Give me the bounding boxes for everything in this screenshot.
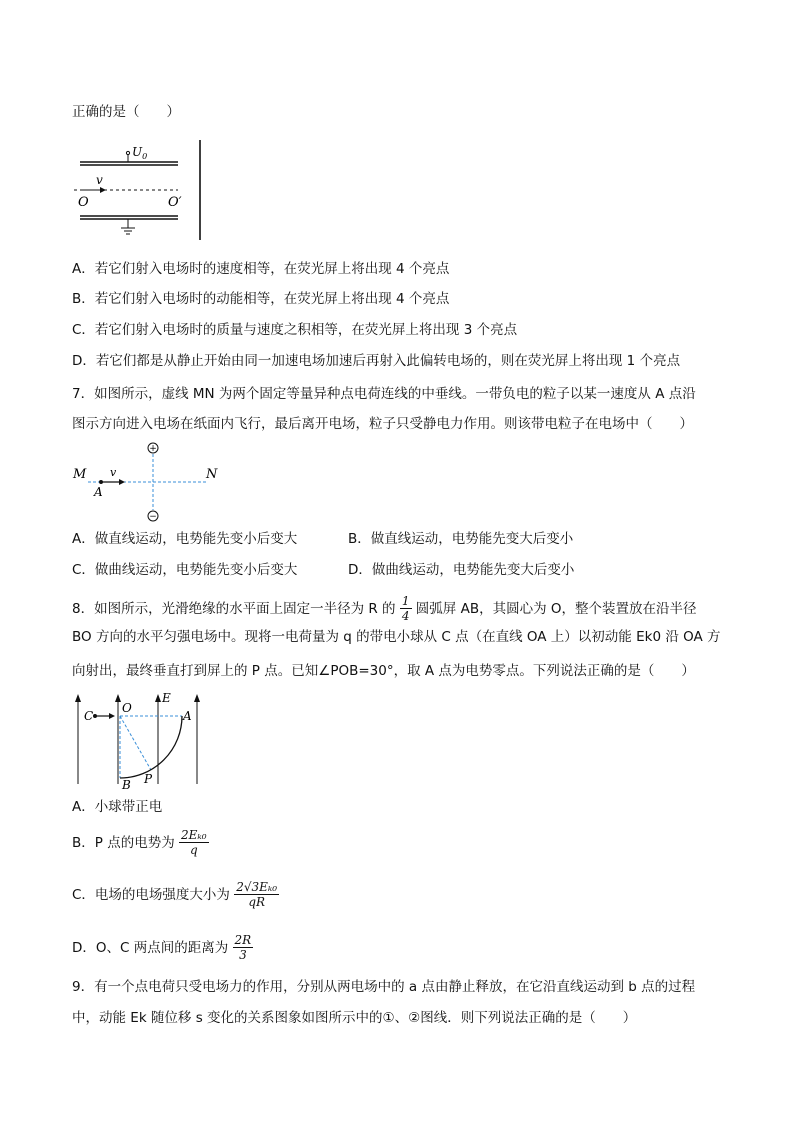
svg-text:−: − — [149, 512, 157, 522]
p-label: P — [144, 772, 153, 786]
q8-quarter-fraction: $\frac{1}{4}$ — [401, 594, 410, 623]
q7-stem-line1: 7．如图所示，虚线 MN 为两个固定等量异种点电荷连线的中垂线。一带负电的粒子以某一速度从 A 点沿 — [72, 386, 696, 402]
b-label: B — [122, 778, 131, 792]
o-label: O — [78, 195, 89, 210]
q8-figure — [70, 686, 210, 792]
q6-stem-end: 正确的是（ ） — [72, 104, 180, 120]
q9-stem-line1: 9．有一个点电荷只受电场力的作用，分别从两电场中的 a 点由静止释放，在它沿直线运动到 b 点的过程 — [72, 979, 696, 995]
q6-figure — [70, 140, 220, 242]
q8-stem-line1 — [72, 594, 697, 624]
q6-option-b: B．若它们射入电场时的动能相等，在荧光屏上将出现 4 个亮点 — [72, 291, 450, 307]
q8-stem-part2: 圆弧屏 AB，其圆心为 O，整个装置放在沿半径 — [415, 601, 697, 617]
q8-option-b: B．P 点的电势为 $\frac{\text{2Eₖ₀}}{q}$ — [72, 828, 207, 857]
op-line — [120, 716, 151, 770]
v-label: v — [96, 173, 103, 187]
q8-option-c-fraction: $\frac{\text{2√3Eₖ₀}}{qR}$ — [236, 880, 278, 909]
v-label: v — [110, 466, 117, 479]
q7-option-b: B．做直线运动，电势能先变大后变小 — [348, 531, 574, 547]
o-prime-label: O′ — [168, 195, 182, 210]
q6-option-d: D．若它们都是从静止开始由同一加速电场加速后再射入此偏转电场的，则在荧光屏上将出现 1 个亮点 — [72, 353, 681, 369]
u0-label: $U_0$ — [132, 145, 148, 161]
e-label: E — [162, 691, 171, 705]
a-label: A — [94, 485, 103, 499]
q7-stem-line2: 图示方向进入电场在纸面内飞行，最后离开电场，粒子只受静电力作用。则该带电粒子在电场中（ ） — [72, 416, 693, 432]
q7-option-c: C．做曲线运动，电势能先变小后变大 — [72, 562, 298, 578]
q6-option-c: C．若它们射入电场时的质量与速度之积相等，在荧光屏上将出现 3 个亮点 — [72, 322, 518, 338]
q7-option-d: D．做曲线运动，电势能先变大后变小 — [348, 562, 575, 578]
o-label: O — [122, 701, 132, 715]
m-label: M — [73, 467, 87, 482]
q8-option-c: C．电场的电场强度大小为 $\frac{\text{2√3Eₖ₀}}{qR}$ — [72, 880, 278, 909]
c-label: C — [84, 709, 94, 723]
q7-option-a: A．做直线运动，电势能先变小后变大 — [72, 531, 298, 547]
arc-screen — [120, 716, 182, 778]
q9-stem-line2: 中，动能 Ek 随位移 s 变化的关系图象如图所示中的①、②图线．则下列说法正确的是（ ） — [72, 1010, 637, 1026]
q8-option-a: A．小球带正电 — [72, 799, 163, 815]
q6-option-a: A．若它们射入电场时的速度相等，在荧光屏上将出现 4 个亮点 — [72, 261, 450, 277]
a-label: A — [183, 709, 192, 723]
n-label: N — [206, 467, 218, 482]
q8-stem-line3: 向射出，最终垂直打到屏上的 P 点。已知∠POB=30°，取 A 点为电势零点。下列说法正确的是（ ） — [72, 663, 695, 679]
q8-stem-line2: BO 方向的水平匀强电场中。现将一电荷量为 q 的带电小球从 C 点（在直线 OA 上）以初动能 Ek0 沿 OA 方 — [72, 629, 721, 645]
q8-option-b-fraction: $\frac{\text{2Eₖ₀}}{q}$ — [181, 828, 207, 857]
q8-stem-part1: 8．如图所示，光滑绝缘的水平面上固定一半径为 R 的 — [72, 601, 396, 617]
q7-figure — [70, 440, 230, 524]
q8-option-d-fraction: $\frac{2R}{3}$ — [234, 933, 252, 962]
q8-option-d: D．O、C 两点间的距离为 $\frac{2R}{3}$ — [72, 933, 252, 962]
svg-text:+: + — [149, 444, 157, 454]
